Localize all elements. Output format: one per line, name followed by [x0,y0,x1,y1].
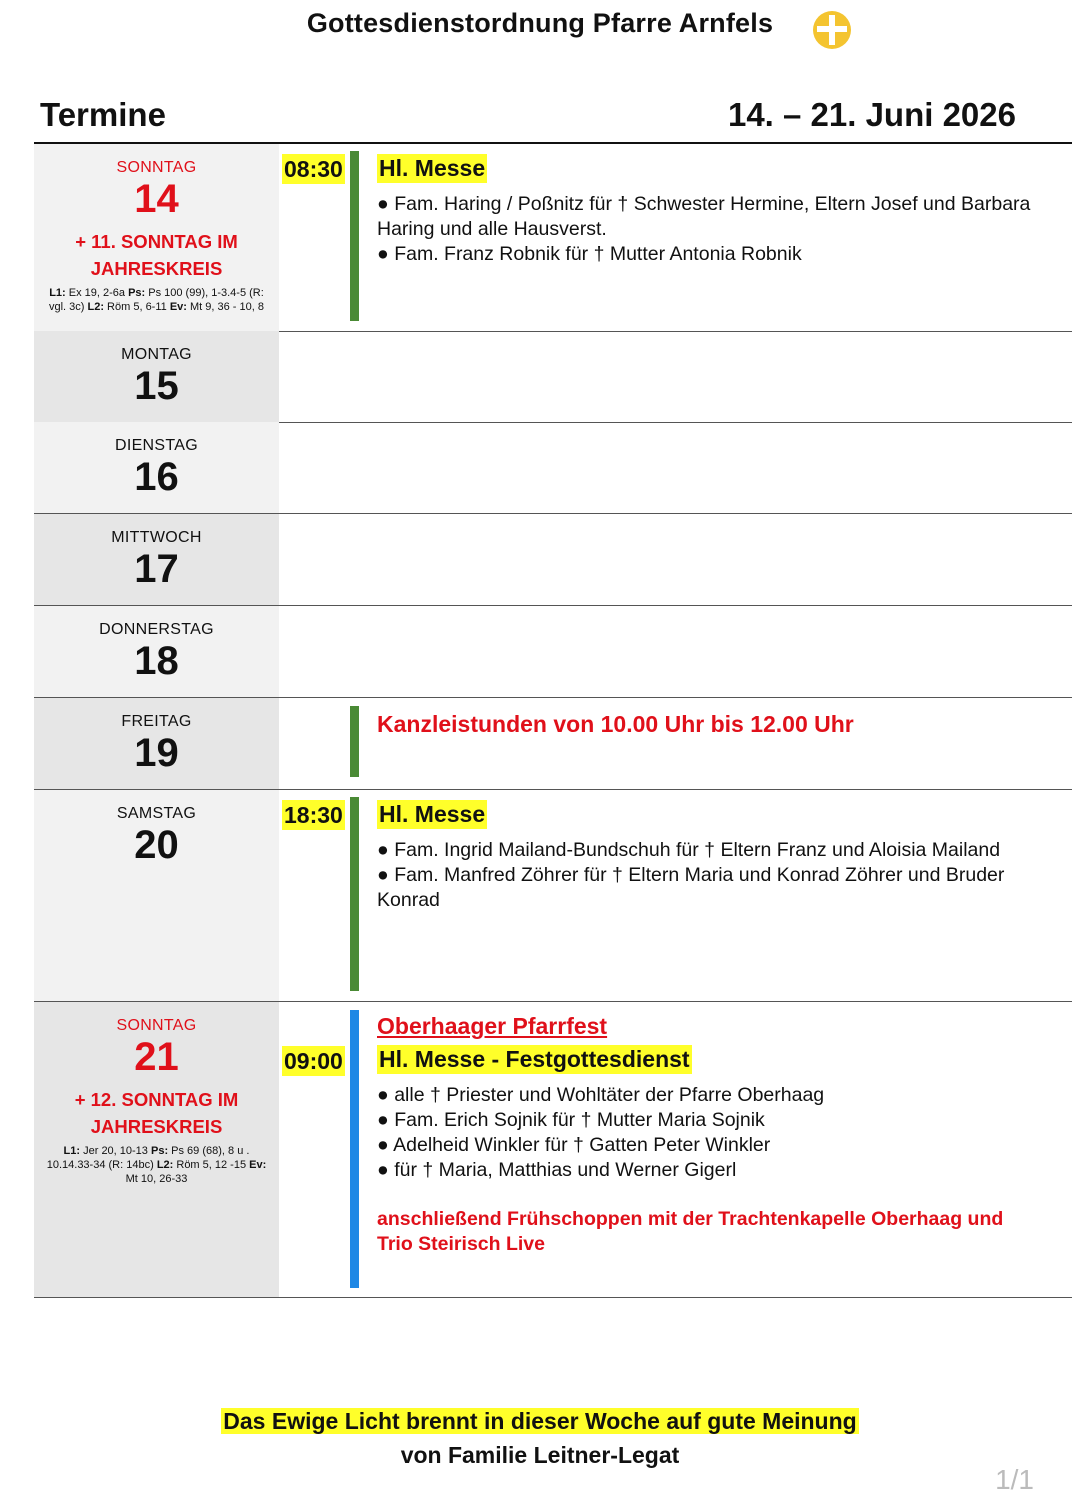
intention-item: ● Fam. Manfred Zöhrer für † Eltern Maria und Konrad Zöhrer und Bruder Konrad [377,864,1005,911]
day-name: FREITAG [121,713,192,730]
day-number: 21 [134,1035,179,1079]
intention-item: ● Fam. Ingrid Mailand-Bundschuh für † Eltern Franz und Aloisia Mailand [377,839,1001,861]
day-row-21 [34,1002,1072,1298]
day-number: 20 [134,823,179,867]
event-bar [350,797,359,991]
event-content [377,800,1042,913]
day-number: 14 [134,177,179,221]
day-number: 19 [134,731,179,775]
day-cell [34,514,279,605]
day-name: MONTAG [121,346,192,363]
document-title: Gottesdienstordnung Pfarre Arnfels [306,8,774,38]
day-cell [34,331,279,422]
day-number: 16 [134,455,179,499]
day-name: DONNERSTAG [99,621,214,638]
day-name: DIENSTAG [114,437,198,454]
intention-item: ● Fam. Erich Sojnik für † Mutter Maria Sojnik [377,1109,765,1131]
day-name: MITTWOCH [111,529,202,546]
intention-item: ● für † Maria, Matthias und Werner Gigerl [377,1159,737,1181]
closing-note: anschließend Frühschoppen mit der Trachtenkapelle Oberhaag und Trio Steirisch Live [377,1208,1004,1255]
day-number: 18 [134,639,179,683]
intention-list [377,838,1042,913]
day-name: SONNTAG [116,1017,197,1034]
event-heading: Oberhaager Pfarrfest [377,1013,608,1039]
event-title: Hl. Messe [379,801,486,827]
day-cell [34,698,279,789]
event-content [377,1012,1042,1257]
day-row-18 [34,606,1072,698]
day-number: 15 [134,364,179,408]
day-row-16 [34,422,1072,514]
event-time: 08:30 [284,156,343,182]
event-time: 18:30 [284,802,343,828]
event-bar [350,706,359,777]
event-bar [350,1010,359,1288]
day-cell [34,422,279,513]
day-cell [34,790,279,1001]
event-title: Hl. Messe - Festgottesdienst [379,1046,690,1072]
lectionary: L1: Ex 19, 2-6a Ps: Ps 100 (99), 1-3.4-5 (R: vgl. 3c) L2: Röm 5, 6-11 Ev: Mt 9, 36 - 10, 8 [48,287,264,313]
event-title: Hl. Messe [379,155,486,181]
intention-item: ● alle † Priester und Wohltäter der Pfarre Oberhaag [377,1084,825,1106]
intention-item: ● Fam. Franz Robnik für † Mutter Antonia Robnik [377,243,802,265]
day-name: SONNTAG [116,159,197,176]
event-time: 09:00 [284,1048,343,1074]
day-row-14 [34,144,1072,332]
day-cell [34,606,279,697]
day-row-17 [34,514,1072,606]
intention-item: ● Adelheid Winkler für † Gatten Peter Winkler [377,1134,771,1156]
section-label: Termine [40,96,166,133]
day-cell [34,144,279,331]
lectionary: L1: Jer 20, 10-13 Ps: Ps 69 (68), 8 u . 10.14.33-34 (R: 14bc) L2: Röm 5, 12 -15 Ev: Mt 10, 26-33 [46,1145,267,1185]
date-range: 14. – 21. Juni 2026 [727,96,1016,133]
parish-cross-logo-icon [810,10,854,50]
day-number: 17 [134,547,179,591]
day-cell [34,1002,279,1297]
footer-donor: von Familie Leitner-Legat [400,1442,680,1468]
day-row-20 [34,790,1072,1002]
feast-label: + 11. SONNTAG IM JAHRESKREIS [75,231,238,279]
day-name: SAMSTAG [116,805,197,822]
intention-list [377,192,1042,267]
intention-item: ● Fam. Haring / Poßnitz für † Schwester Hermine, Eltern Josef und Barbara Haring und alle Hausverst. [377,193,1031,240]
office-hours-notice: Kanzleistunden von 10.00 Uhr bis 12.00 Uhr [377,711,854,737]
intention-list [377,1083,1042,1183]
feast-label: + 12. SONNTAG IM JAHRESKREIS [74,1089,239,1137]
day-row-19 [34,698,1072,790]
event-bar [350,151,359,321]
event-content [377,154,1042,267]
footer-eternal-light: Das Ewige Licht brennt in dieser Woche auf gute Meinung [223,1408,857,1434]
event-content [377,710,1042,739]
day-row-15 [34,331,1072,423]
page-indicator: 1/1 [995,1464,1034,1495]
